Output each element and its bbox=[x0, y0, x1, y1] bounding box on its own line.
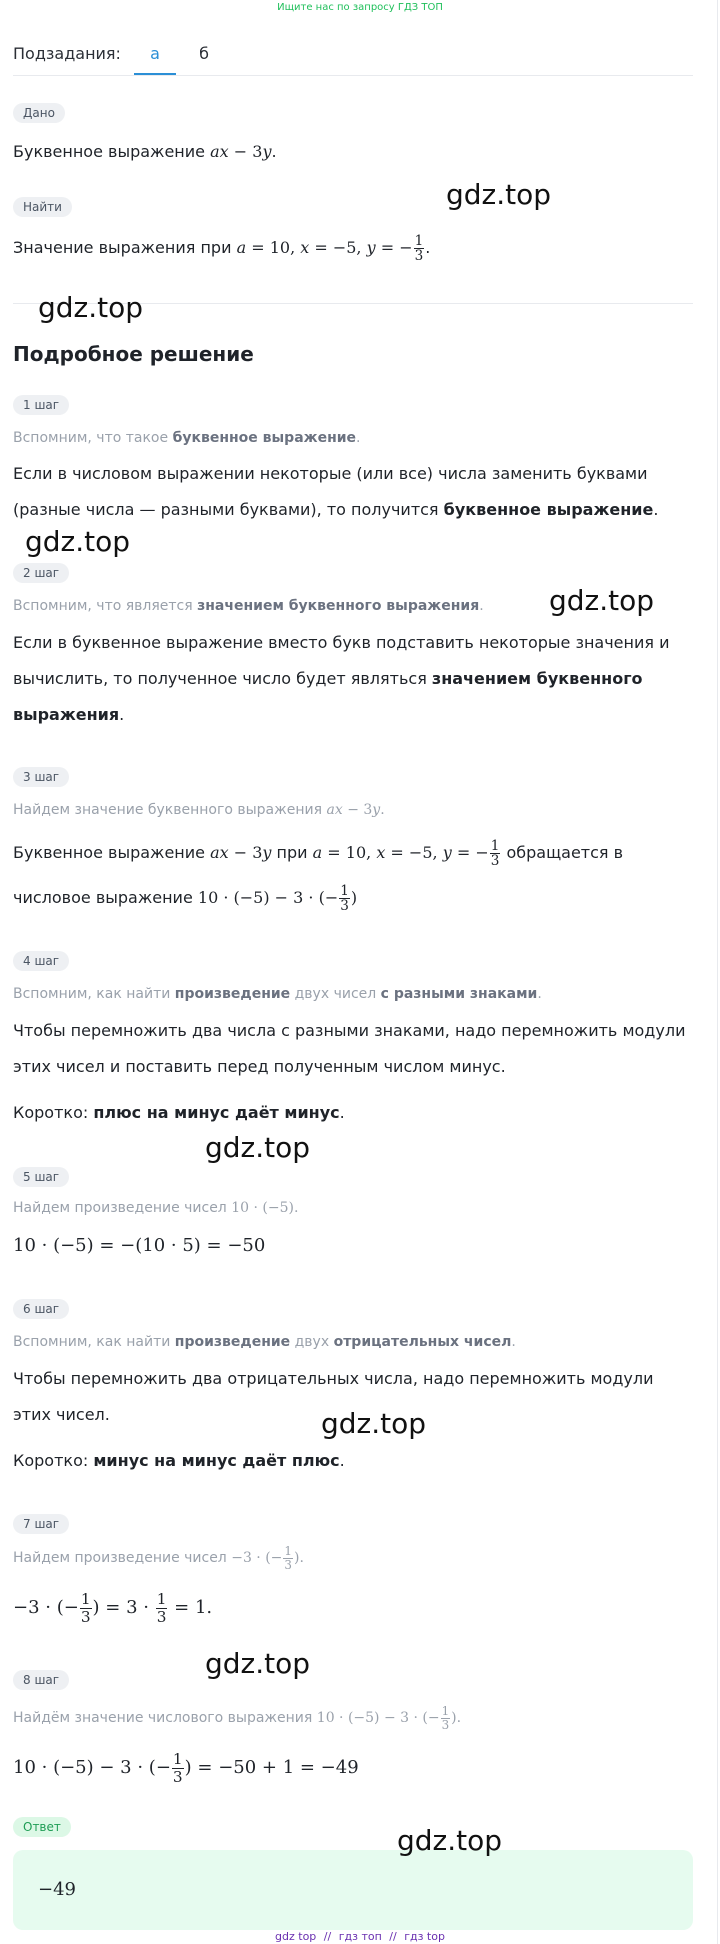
find-badge: Найти bbox=[13, 197, 72, 217]
solution-title: Подробное решение bbox=[13, 342, 254, 366]
step-hint: Вспомним, как найти произведение двух чисел с разными знаками. bbox=[13, 986, 542, 1002]
step-hint: Вспомним, что такое буквенное выражение. bbox=[13, 430, 361, 446]
step-hint: Вспомним, как найти произведение двух отрицательных чисел. bbox=[13, 1334, 516, 1350]
step-text: Чтобы перемножить два числа с разными знаками, надо перемножить модули bbox=[13, 1021, 686, 1040]
tab-b[interactable]: б bbox=[199, 44, 209, 63]
step-badge: 5 шаг bbox=[13, 1167, 69, 1187]
step-badge: 4 шаг bbox=[13, 951, 69, 971]
footer-separator: // bbox=[389, 1930, 397, 1943]
step-text: этих чисел и поставить перед полученным числом минус. bbox=[13, 1057, 506, 1076]
step-hint: Найдем значение буквенного выражения ax − 3y. bbox=[13, 802, 385, 818]
answer-badge: Ответ bbox=[13, 1817, 71, 1837]
step-text: выражения. bbox=[13, 705, 125, 724]
step-text: Если в буквенное выражение вместо букв подставить некоторые значения и bbox=[13, 633, 670, 652]
divider bbox=[13, 75, 693, 76]
footer-links bbox=[0, 1930, 720, 1943]
step-text: Коротко: минус на минус даёт плюс. bbox=[13, 1451, 345, 1470]
given-text: Буквенное выражение ax − 3y. bbox=[13, 142, 277, 161]
given-badge: Дано bbox=[13, 103, 65, 123]
step-text: Буквенное выражение ax − 3y при a = 10, x = −5, y = − $\frac{1}{3}$ обращается в bbox=[13, 837, 624, 869]
search-banner[interactable]: Ищите нас по запросу ГДЗ ТОП bbox=[277, 2, 443, 13]
step-text: Если в числовом выражении некоторые (или все) числа заменить буквами bbox=[13, 464, 648, 483]
step-text: вычислить, то полученное число будет являться значением буквенного bbox=[13, 669, 643, 688]
step-text: Коротко: плюс на минус даёт минус. bbox=[13, 1103, 345, 1122]
step-hint: Найдём значение числового выражения 10 · (−5) − 3 · (− $\frac{1}{3}$ ). bbox=[13, 1704, 462, 1732]
footer-link[interactable]: гдз топ bbox=[338, 1930, 382, 1943]
answer-value: −49 bbox=[38, 1879, 76, 1900]
step-badge: 6 шаг bbox=[13, 1299, 69, 1319]
footer-link[interactable]: gdz top bbox=[275, 1930, 317, 1943]
watermark: gdz.top bbox=[397, 1824, 503, 1857]
step-badge: 8 шаг bbox=[13, 1670, 69, 1690]
step-formula: 10 · (−5) = −(10 · 5) = −50 bbox=[13, 1235, 266, 1256]
watermark: gdz.top bbox=[205, 1647, 311, 1680]
page-border bbox=[717, 0, 718, 1944]
step-badge: 3 шаг bbox=[13, 767, 69, 787]
step-text: (разные числа — разными буквами), то получится буквенное выражение. bbox=[13, 500, 659, 519]
answer-box bbox=[13, 1850, 693, 1930]
step-badge: 2 шаг bbox=[13, 563, 69, 583]
step-formula: −3 · (− $\frac{1}{3}$ ) = 3 · $\frac{1}{3}$ = 1. bbox=[13, 1590, 213, 1626]
watermark: gdz.top bbox=[549, 584, 655, 617]
step-hint: Вспомним, что является значением буквенного выражения. bbox=[13, 598, 484, 614]
watermark: gdz.top bbox=[205, 1131, 311, 1164]
watermark: gdz.top bbox=[446, 178, 552, 211]
footer-link[interactable]: гдз top bbox=[404, 1930, 445, 1943]
step-badge: 7 шаг bbox=[13, 1514, 69, 1534]
step-text: числовое выражение 10 · (−5) − 3 · (− $\frac{1}{3}$ ) bbox=[13, 882, 358, 914]
step-hint: Найдем произведение чисел −3 · (− $\frac{1}{3}$ ). bbox=[13, 1544, 304, 1572]
tab-a[interactable]: а bbox=[150, 44, 160, 63]
watermark: gdz.top bbox=[38, 291, 144, 324]
step-text: этих чисел. bbox=[13, 1405, 110, 1424]
step-text: Чтобы перемножить два отрицательных числа, надо перемножить модули bbox=[13, 1369, 654, 1388]
find-text: Значение выражения при a = 10, x = −5, y = − $\frac{1}{3}$ . bbox=[13, 232, 431, 264]
step-formula: 10 · (−5) − 3 · (− $\frac{1}{3}$ ) = −50 + 1 = −49 bbox=[13, 1750, 359, 1786]
footer-separator: // bbox=[323, 1930, 332, 1943]
subtasks-label: Подзадания: bbox=[13, 44, 121, 63]
step-hint: Найдем произведение чисел 10 · (−5). bbox=[13, 1200, 299, 1216]
watermark: gdz.top bbox=[321, 1407, 427, 1440]
step-badge: 1 шаг bbox=[13, 395, 69, 415]
watermark: gdz.top bbox=[25, 525, 131, 558]
